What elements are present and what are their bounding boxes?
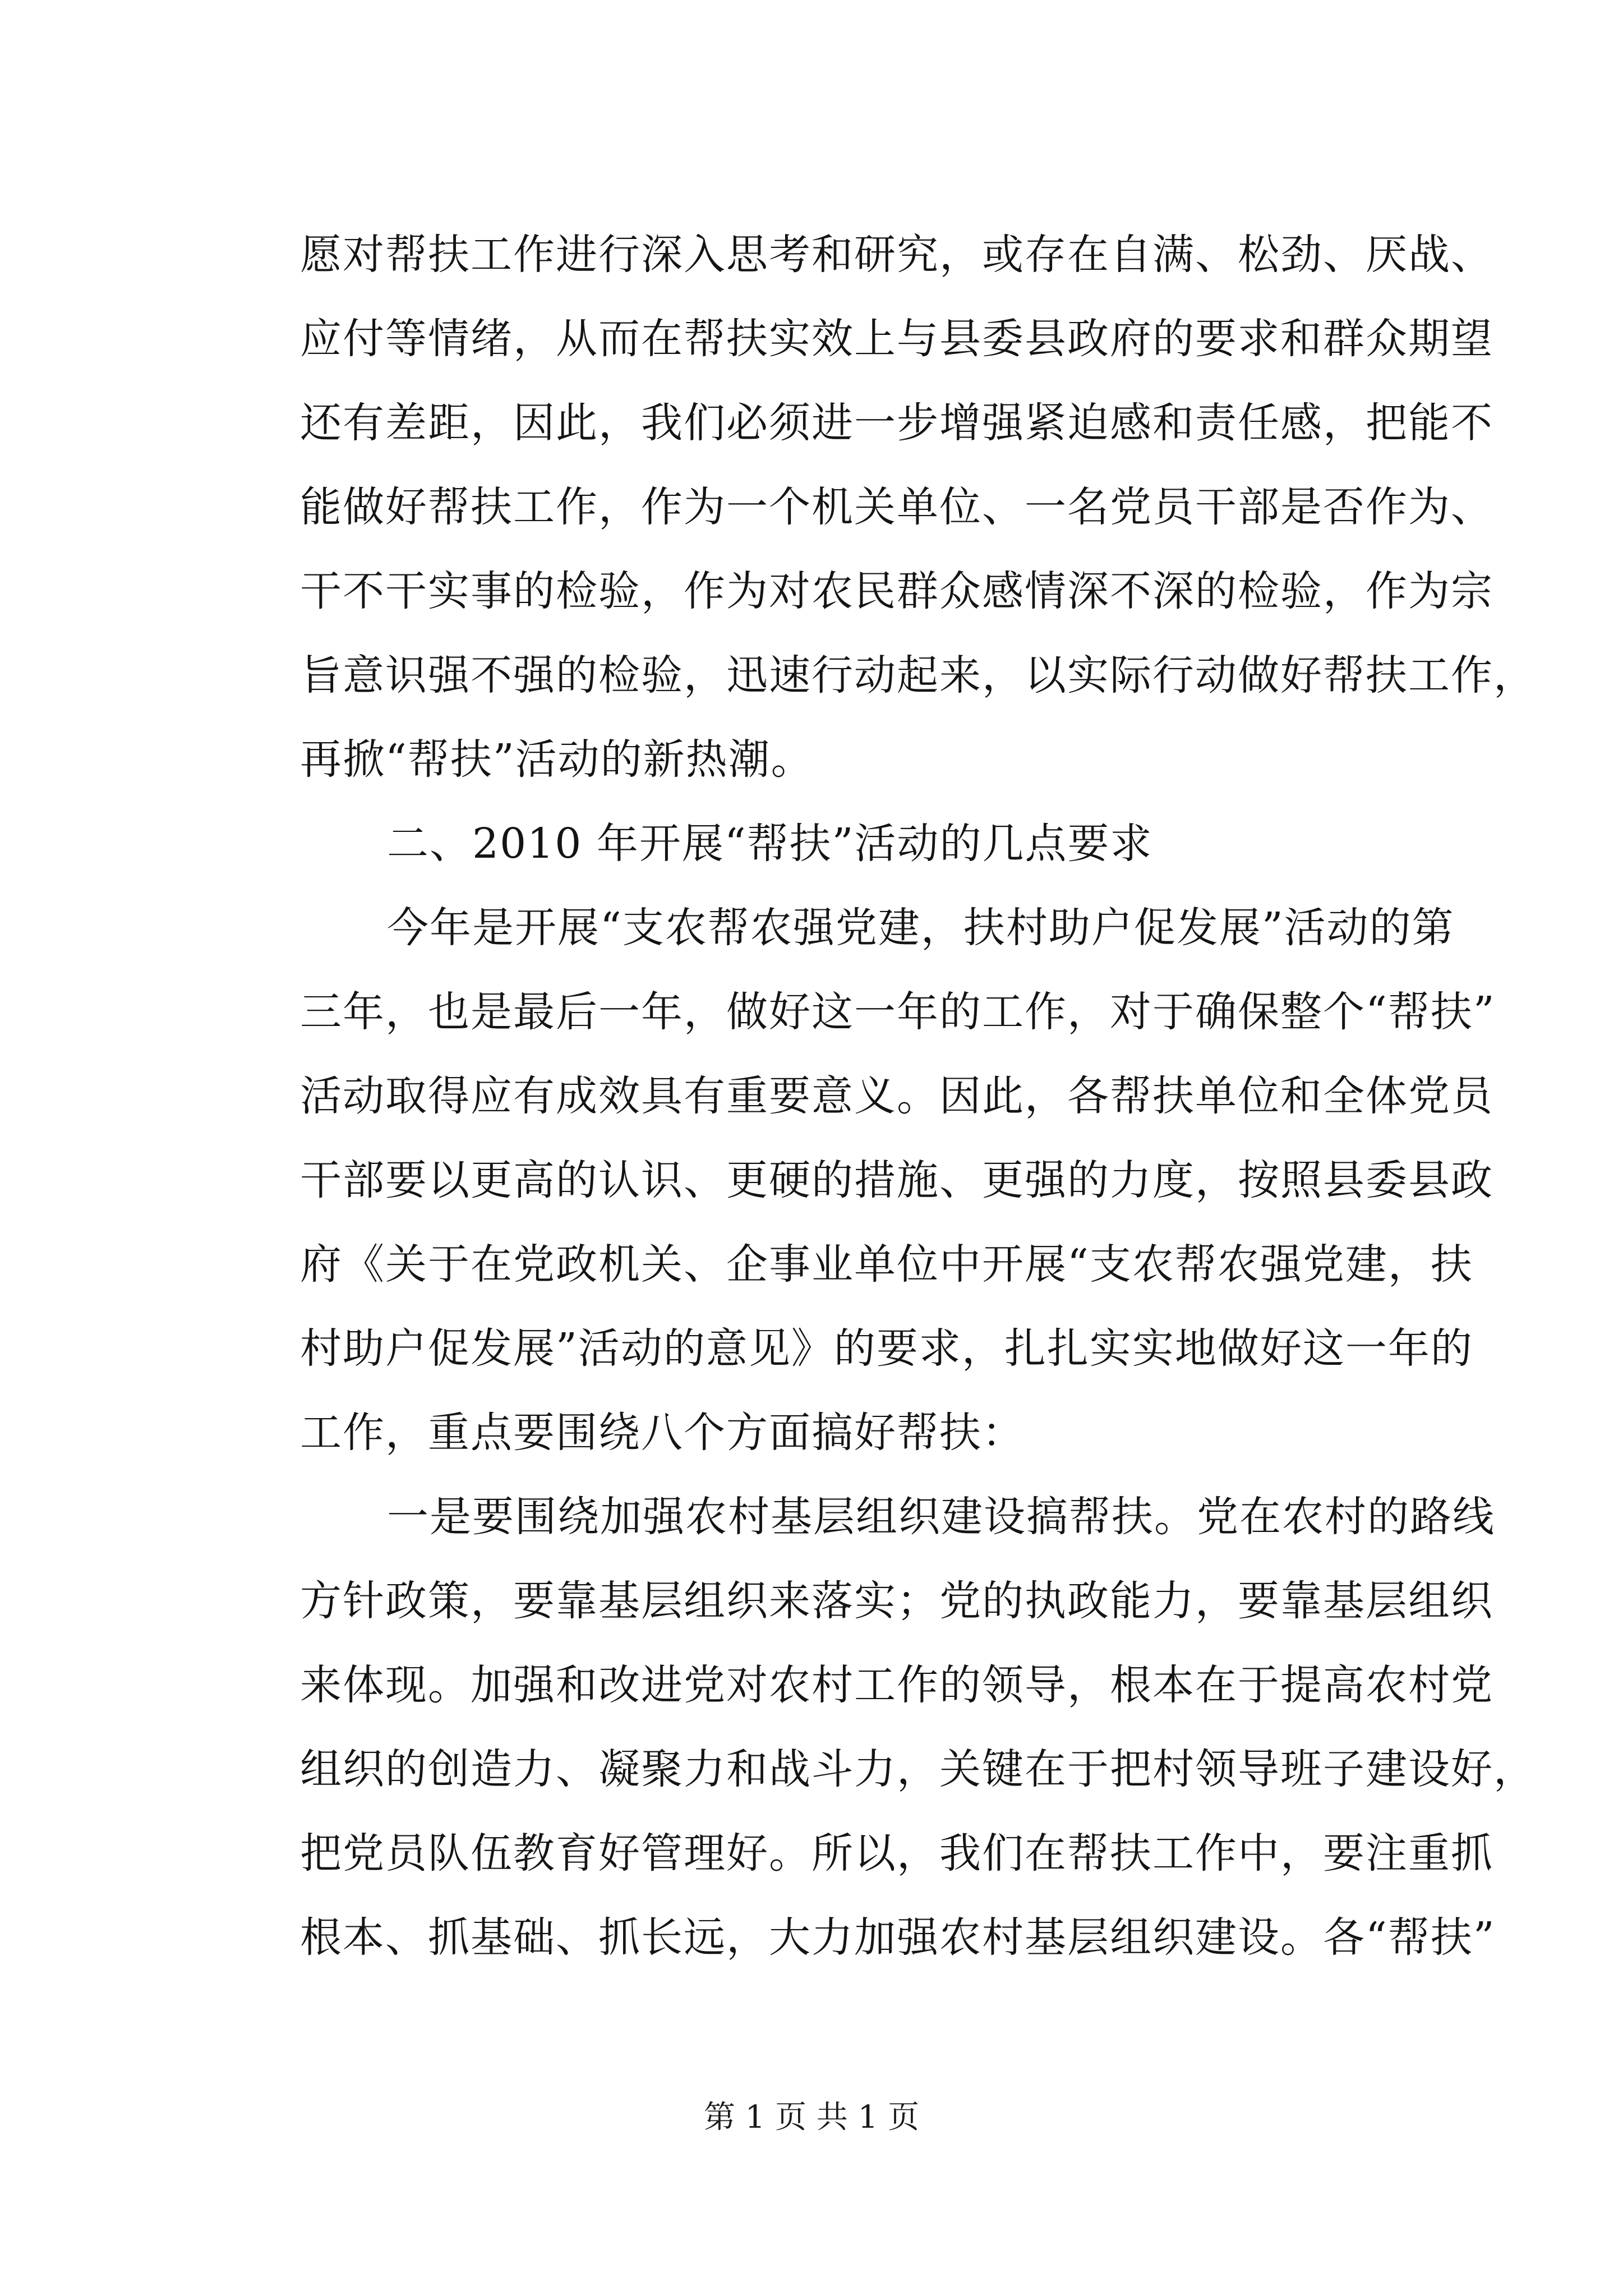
- text-line: 还有差距，因此，我们必须进一步增强紧迫感和责任感，把能不: [300, 399, 1493, 447]
- text-line: 旨意识强不强的检验，迅速行动起来，以实际行动做好帮扶工作，: [300, 651, 1536, 700]
- text-line: 来体现。加强和改进党对农村工作的领导，根本在于提高农村党: [300, 1661, 1493, 1709]
- text-line: 方针政策，要靠基层组织来落实；党的执政能力，要靠基层组织: [300, 1577, 1493, 1625]
- text-line: 府《关于在党政机关、企事业单位中开展“支农帮农强党建，扶: [300, 1240, 1473, 1289]
- text-line: 活动取得应有成效具有重要意义。因此，各帮扶单位和全体党员: [300, 1072, 1493, 1120]
- text-line: 工作，重点要围绕八个方面搞好帮扶：: [300, 1409, 1025, 1457]
- text-line: 村助户促发展”活动的意见》的要求，扎扎实实地做好这一年的: [300, 1324, 1473, 1373]
- section-heading: 二、2010 年开展“帮扶”活动的几点要求: [387, 820, 1153, 868]
- text-line: 再掀“帮扶”活动的新热潮。: [300, 735, 814, 784]
- page-footer: 第 1 页 共 1 页: [703, 2099, 920, 2136]
- text-line: 一是要围绕加强农村基层组织建设搞帮扶。党在农村的路线: [387, 1493, 1495, 1541]
- text-line: 应付等情绪，从而在帮扶实效上与县委县政府的要求和群众期望: [300, 315, 1493, 363]
- text-line: 组织的创造力、凝聚力和战斗力，关键在于把村领导班子建设好，: [300, 1745, 1536, 1793]
- text-line: 愿对帮扶工作进行深入思考和研究，或存在自满、松劲、厌战、: [300, 231, 1493, 279]
- text-line: 今年是开展“支农帮农强党建，扶村助户促发展”活动的第: [387, 904, 1455, 952]
- text-line: 能做好帮扶工作，作为一个机关单位、一名党员干部是否作为、: [300, 483, 1493, 531]
- text-line: 把党员队伍教育好管理好。所以，我们在帮扶工作中，要注重抓: [300, 1829, 1493, 1878]
- text-line: 根本、抓基础、抓长远，大力加强农村基层组织建设。各“帮扶”: [300, 1913, 1496, 1962]
- text-line: 三年，也是最后一年，做好这一年的工作，对于确保整个“帮扶”: [300, 988, 1496, 1036]
- text-line: 干部要以更高的认识、更硬的措施、更强的力度，按照县委县政: [300, 1156, 1493, 1204]
- text-line: 干不干实事的检验，作为对农民群众感情深不深的检验，作为宗: [300, 567, 1493, 615]
